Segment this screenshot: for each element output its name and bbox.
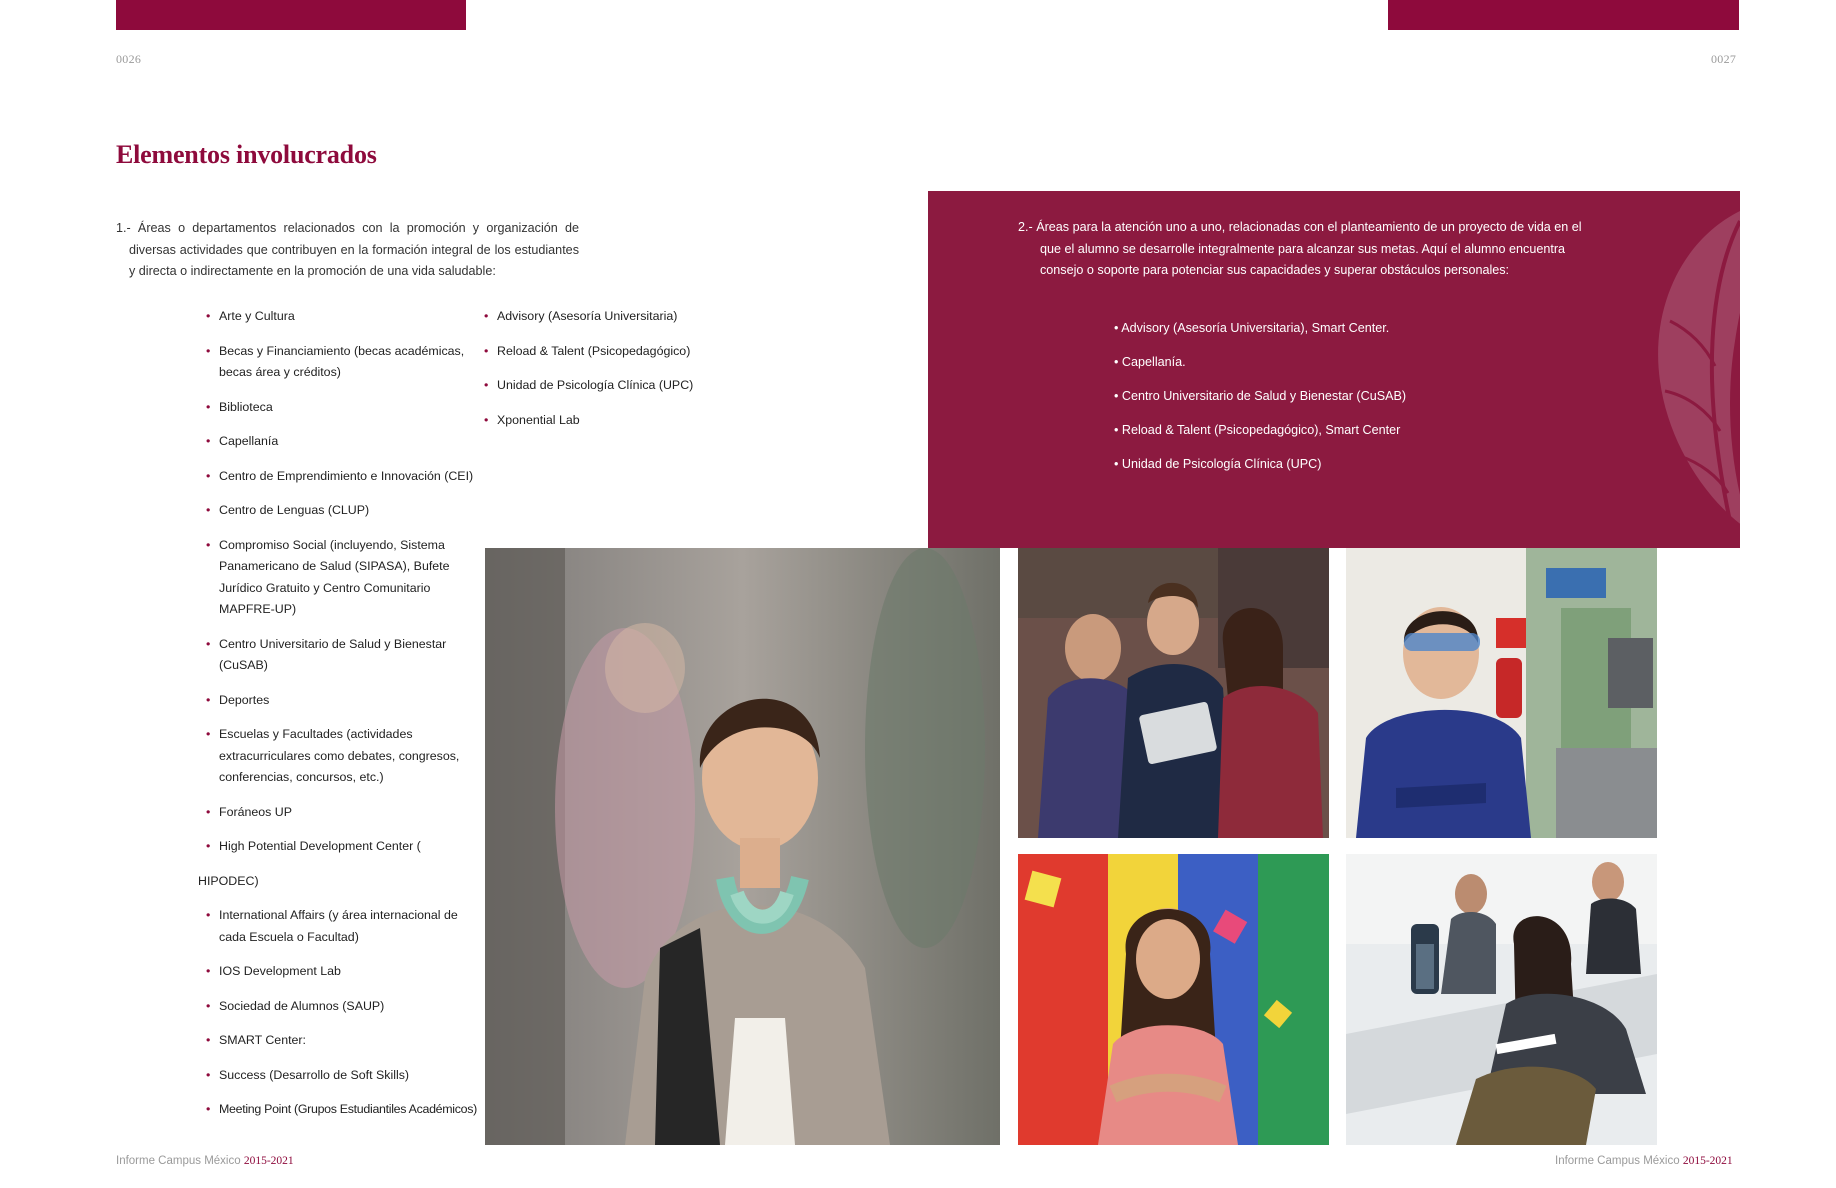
page-number-left: 0026	[116, 52, 142, 66]
list-item: • Unidad de Psicología Clínica (UPC)	[484, 375, 724, 397]
page-number-right: 0027	[1711, 52, 1737, 66]
list-item: • Unidad de Psicología Clínica (UPC)	[1114, 457, 1322, 471]
section1-list-b	[484, 306, 724, 444]
photo-students-tablet	[1018, 548, 1329, 838]
photo-student-lockers	[1018, 854, 1329, 1145]
photo-students-studying	[1346, 854, 1657, 1145]
list-item: • Xponential Lab	[484, 410, 724, 432]
list-item: • Biblioteca	[206, 397, 486, 419]
list-item: • Escuelas y Facultades (actividades extracurriculares como debates, congresos, conferencias, concursos, etc.)	[206, 724, 486, 789]
list-item: • Capellanía	[206, 431, 486, 453]
list-item: • Becas y Financiamiento (becas académicas, becas área y créditos)	[206, 341, 486, 384]
list-item: • Success (Desarrollo de Soft Skills)	[206, 1065, 486, 1087]
footer-label: Informe Campus México	[1555, 1155, 1680, 1167]
list-item: • Foráneos UP	[206, 802, 486, 824]
section1-list-a	[198, 306, 486, 1134]
footer-label: Informe Campus México	[116, 1155, 241, 1167]
list-item: • Reload & Talent (Psicopedagógico)	[484, 341, 724, 363]
leaf-watermark-icon	[1610, 201, 1740, 541]
footer-years: 2015-2021	[1682, 1155, 1733, 1167]
list-item: • Advisory (Asesoría Universitaria)	[484, 306, 724, 328]
list-item: • Centro Universitario de Salud y Bienestar (CuSAB)	[206, 634, 486, 677]
list-item: • Centro Universitario de Salud y Bienestar (CuSAB)	[1114, 389, 1407, 403]
photo-engineering-student	[1346, 548, 1657, 838]
list-item: • IOS Development Lab	[206, 961, 486, 983]
one-on-one-panel	[928, 191, 1740, 548]
section2-intro: 2.- Áreas para la atención uno a uno, relacionadas con el planteamiento de un proyecto de vida en el que el alumno se desarrolle integralmente para alcanzar sus metas. Aquí el alumno encuentra consejo o soporte para potenciar sus capacidades y superar obstáculos personales:	[1018, 220, 1582, 277]
header-bar-left	[116, 0, 466, 30]
header-bar-right	[1388, 0, 1739, 30]
list-item: • Meeting Point (Grupos Estudiantiles Académicos)	[206, 1099, 486, 1121]
list-item: • Deportes	[206, 690, 486, 712]
list-item: • Reload & Talent (Psicopedagógico), Smart Center	[1114, 423, 1401, 437]
list-item: • Compromiso Social (incluyendo, Sistema Panamericano de Salud (SIPASA), Bufete Jurídico Gratuito y Centro Comunitario MAPFRE-UP)	[206, 535, 486, 621]
list-item: • Centro de Lenguas (CLUP)	[206, 500, 486, 522]
list-item: • Sociedad de Alumnos (SAUP)	[206, 996, 486, 1018]
section2-list	[1114, 318, 1406, 488]
photo-student-portrait	[485, 548, 1000, 1145]
section1-intro: 1.- Áreas o departamentos relacionados con la promoción y organización de diversas actividades que contribuyen en la formación integral de los estudiantes y directa o indirectamente en la promoción de una vida saludable:	[116, 221, 579, 278]
section-title: Elementos involucrados	[116, 140, 377, 169]
footer-years: 2015-2021	[243, 1155, 294, 1167]
list-item: • Centro de Emprendimiento e Innovación (CEI)	[206, 466, 486, 488]
footer-right	[1555, 1155, 1733, 1167]
list-item: • High Potential Development Center (	[206, 836, 486, 858]
list-item-continuation: HIPODEC)	[198, 873, 259, 888]
list-item: • International Affairs (y área internacional de cada Escuela o Facultad)	[206, 905, 486, 948]
list-item: • Advisory (Asesoría Universitaria), Smart Center.	[1114, 321, 1390, 335]
footer-left	[116, 1155, 294, 1167]
list-item: • Capellanía.	[1114, 355, 1186, 369]
list-item: • SMART Center:	[206, 1030, 486, 1052]
list-item: • Arte y Cultura	[206, 306, 486, 328]
